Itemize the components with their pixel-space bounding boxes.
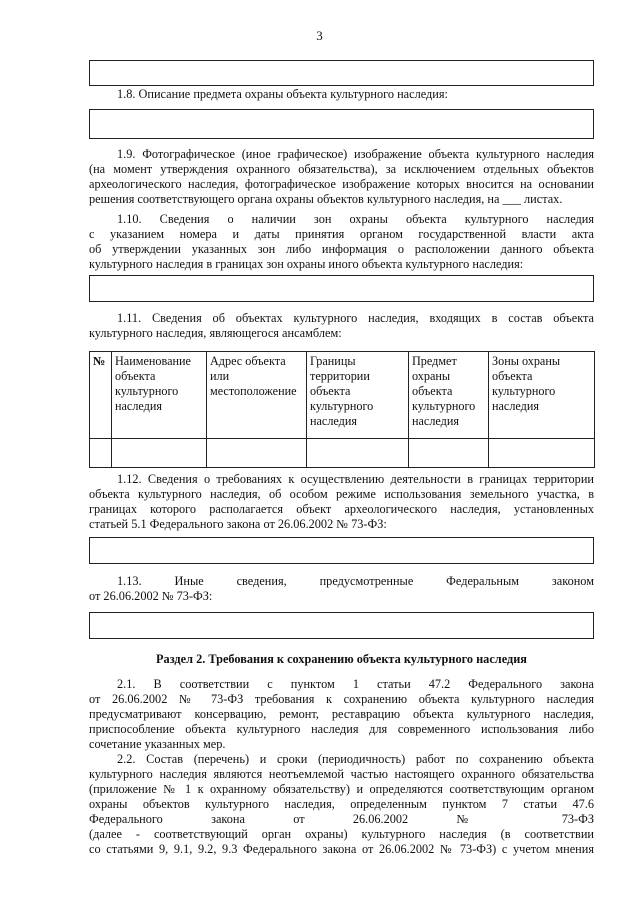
- section-1-10-text: [89, 212, 594, 272]
- table-cell[interactable]: [207, 439, 307, 468]
- field-box-1-10[interactable]: [89, 275, 594, 302]
- section-1-12-text: [89, 472, 594, 532]
- page-number: 3: [316, 28, 323, 43]
- s1-12-line: объекта культурного наследия, об особом режиме использования земельного участка, в: [89, 487, 594, 501]
- table-header-cell: №: [90, 352, 112, 439]
- s1-9-line: (на момент утверждения охранного обязательства), за исключением отдельных объектов: [89, 162, 594, 176]
- section-2-title: Раздел 2. Требования к сохранению объекта культурного наследия: [156, 652, 527, 666]
- s1-9-line: 1.9. Фотографическое (иное графическое) изображение объекта культурного наследия: [117, 147, 594, 161]
- s1-10-line: 1.10. Сведения о наличии зон охраны объекта культурного наследия: [117, 212, 594, 226]
- s2-2-line: культурного наследия являются неотъемлемой частью настоящего охранного обязательства: [89, 767, 594, 781]
- s1-10-line: культурного наследия в границах зон охраны иного объекта культурного наследия:: [89, 257, 524, 271]
- field-box-1-13[interactable]: [89, 612, 594, 639]
- s2-1-line: от 26.06.2002 № 73-ФЗ требования к сохранению объекта культурного наследия: [89, 692, 594, 706]
- s1-12-line: статьей 5.1 Федерального закона от 26.06.2002 № 73-ФЗ:: [89, 517, 387, 531]
- section-2-1-text: [89, 677, 594, 752]
- s2-1-line: сочетание указанных мер.: [89, 737, 226, 751]
- s1-13-line: от 26.06.2002 № 73-ФЗ:: [89, 589, 213, 603]
- s2-2-line: охраны объектов культурного наследия, определенным пунктом 7 статьи 47.6: [89, 797, 594, 811]
- table-cell[interactable]: [90, 439, 112, 468]
- s2-2-line: 2.2. Состав (перечень) и сроки (периодичность) работ по сохранению объекта: [117, 752, 594, 766]
- section-1-13-text: [89, 574, 594, 604]
- section-1-9-text: [89, 147, 594, 207]
- table-header-cell: Наименование объекта культурного наследия: [112, 352, 207, 439]
- ensemble-table: [89, 351, 595, 468]
- table-header-cell: Предмет охраны объекта культурного наследия: [409, 352, 489, 439]
- s1-10-line: с указанием номера и даты принятия органом государственной власти акта: [89, 227, 594, 241]
- s1-12-line: 1.12. Сведения о требованиях к осуществлению деятельности в границах территории: [117, 472, 594, 486]
- field-box-1-8[interactable]: [89, 109, 594, 139]
- section-2-2-text: [89, 752, 594, 857]
- s2-1-line: 2.1. В соответствии с пунктом 1 статьи 47.2 Федерального закона: [117, 677, 594, 691]
- s2-2-line: (приложение № 1 к охранному обязательству) и определяются соответствующим органом: [89, 782, 594, 796]
- s1-9-line: решения соответствующего органа охраны объектов культурного наследия, на ___ листах.: [89, 192, 563, 206]
- field-box-1-7[interactable]: [89, 60, 594, 86]
- s2-1-line: приспособление объекта культурного наследия для современного использования либо: [89, 722, 594, 736]
- table-cell[interactable]: [307, 439, 409, 468]
- s2-2-line: Федерального закона от 26.06.2002 № 73-ФЗ: [89, 812, 594, 826]
- section-1-11-text: [89, 311, 594, 341]
- s1-10-line: об утверждении указанных зон либо информация о расположении данного объекта: [89, 242, 594, 256]
- s1-9-line: археологического наследия, фотографическое изображение которых вносится на основании: [89, 177, 594, 191]
- s2-2-line: со статьями 9, 9.1, 9.2, 9.3 Федерального закона от 26.06.2002 № 73-ФЗ) с учетом мнения: [89, 842, 594, 856]
- s2-2-line: (далее - соответствующий орган охраны) культурного наследия (в соответствии: [89, 827, 594, 841]
- s1-12-line: границах которого располагается объект археологического наследия, установленных: [89, 502, 594, 516]
- s2-1-line: предусматривают консервацию, ремонт, реставрацию объекта культурного наследия,: [89, 707, 594, 721]
- s1-11-line: 1.11. Сведения об объектах культурного наследия, входящих в состав объекта: [117, 311, 594, 325]
- table-header-cell: Адрес объекта или местоположение: [207, 352, 307, 439]
- table-header-row: [90, 352, 595, 439]
- table-cell[interactable]: [489, 439, 595, 468]
- table-header-cell: Зоны охраны объекта культурного наследия: [489, 352, 595, 439]
- field-box-1-12[interactable]: [89, 537, 594, 564]
- table-row: [90, 439, 595, 468]
- table-cell[interactable]: [409, 439, 489, 468]
- s1-11-line: культурного наследия, являющегося ансамблем:: [89, 326, 342, 340]
- table-cell[interactable]: [112, 439, 207, 468]
- s1-13-line: 1.13. Иные сведения, предусмотренные Федеральным законом: [117, 574, 594, 588]
- table-header-cell: Границы территории объекта культурного наследия: [307, 352, 409, 439]
- section-1-8-label: 1.8. Описание предмета охраны объекта культурного наследия:: [117, 87, 448, 101]
